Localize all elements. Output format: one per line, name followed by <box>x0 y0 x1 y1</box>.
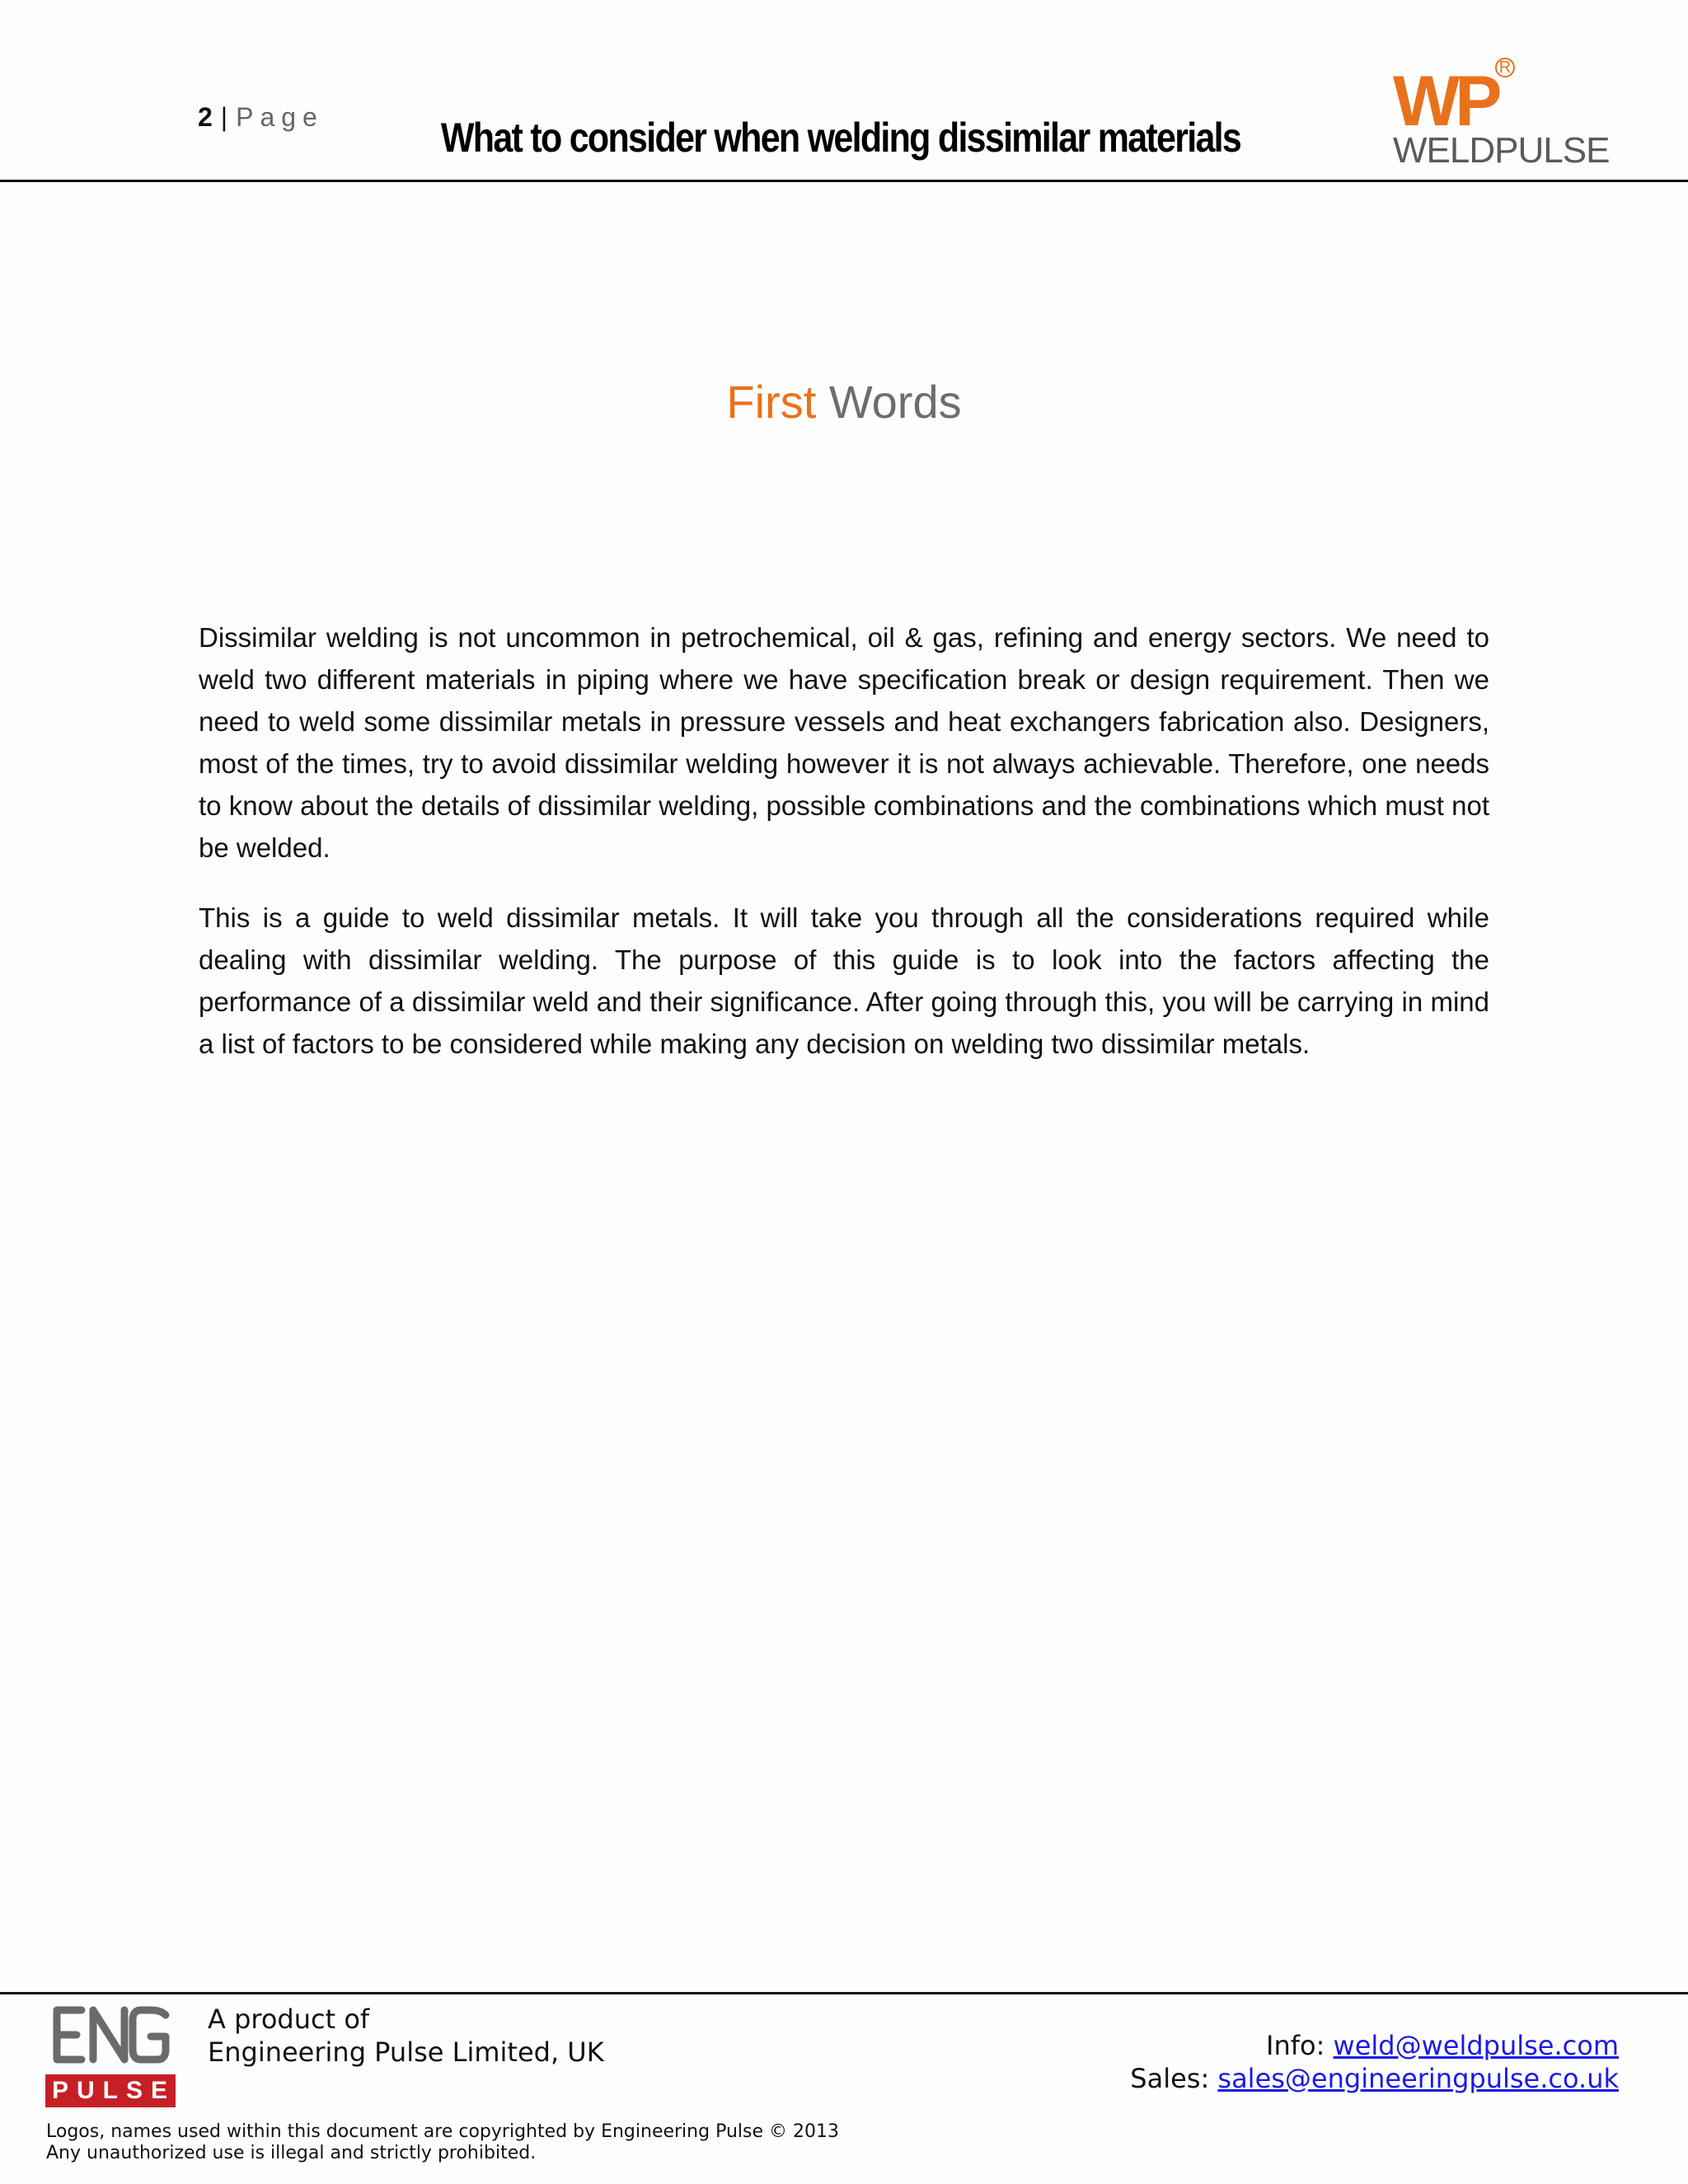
legal-notice <box>46 2121 839 2164</box>
sales-label: Sales: <box>1130 2063 1210 2094</box>
info-contact <box>1130 2029 1619 2062</box>
page-word: Page <box>236 102 324 132</box>
info-label: Info: <box>1266 2030 1325 2061</box>
weldpulse-logo <box>1393 58 1610 171</box>
header-rule <box>0 180 1688 182</box>
legal-line-2: Any unauthorized use is illegal and strictly prohibited. <box>46 2143 537 2163</box>
sales-email-link[interactable]: sales@engineeringpulse.co.uk <box>1217 2063 1619 2094</box>
page-indicator <box>198 102 324 133</box>
logo-mark: WP <box>1393 62 1498 141</box>
contact-block <box>1130 2029 1619 2095</box>
registered-mark: R <box>1495 58 1515 77</box>
legal-line-1: Logos, names used within this document are copyrighted by Engineering Pulse © 2013 <box>46 2121 839 2142</box>
document-title: What to consider when welding dissimilar materials <box>440 115 1241 161</box>
paragraph-intro: Dissimilar welding is not uncommon in petrochemical, oil & gas, refining and energy sectors. We need to weld two different materials in piping where we have specification break or design requirement. Then we need to weld some dissimilar metals in pressure vessels and heat exchangers fabrication also. Designers, most of the times, try to avoid dissimilar welding however it is not always achievable. Therefore, one needs to know about the details of dissimilar welding, possible combinations and the combinations which must not be welded. <box>199 622 1489 863</box>
engineering-pulse-logo <box>45 1999 176 2107</box>
sales-contact <box>1130 2062 1619 2095</box>
product-line-2: Engineering Pulse Limited, UK <box>208 2036 604 2068</box>
page-number: 2 <box>198 102 213 132</box>
body-text <box>199 616 1489 1093</box>
eng-logo-icon <box>45 1999 176 2071</box>
heading-second-word: Words <box>828 376 962 428</box>
page-separator: | <box>220 102 228 132</box>
product-line-1: A product of <box>208 2004 370 2035</box>
info-email-link[interactable]: weld@weldpulse.com <box>1333 2030 1619 2061</box>
heading-first-word: First <box>726 376 817 428</box>
logo-wordmark: WELDPULSE <box>1393 130 1610 171</box>
section-heading <box>0 375 1688 429</box>
paragraph-guide: This is a guide to weld dissimilar metals. It will take you through all the considerations required while dealing with dissimilar welding. The purpose of this guide is to look into the factors affecting the performance of a dissimilar weld and their significance. After going through this, you will be carrying in mind a list of factors to be considered while making any decision on welding two dissimilar metals. <box>199 902 1489 1059</box>
eng-logo-label: PULSE <box>45 2074 176 2107</box>
product-credit <box>208 2003 604 2069</box>
footer-rule <box>0 1992 1688 1994</box>
